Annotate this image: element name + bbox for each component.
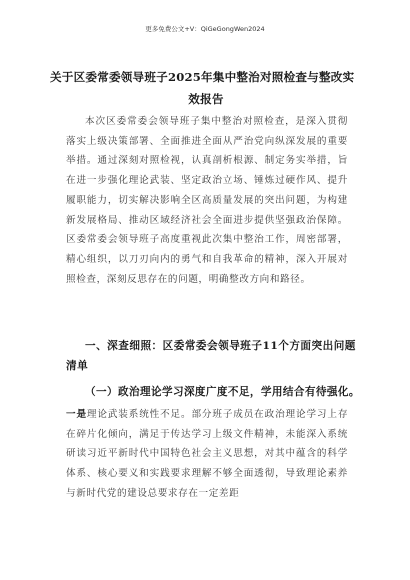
body-paragraph <box>66 405 348 504</box>
header-note: 更多免费公文+V：QiGeGongWen2024 <box>145 25 265 33</box>
title-line-2: 效报告 <box>188 92 224 106</box>
section-heading: 一、深查细照：区委常委会领导班子11个方面突出问题清单 <box>66 340 356 372</box>
subsection-heading: （一）政治理论学习深度广度不足，学用结合有待强化。 <box>85 386 360 398</box>
intro-paragraph: 本次区委常委会领导班子集中整治对照检查，是深入贯彻落实上级决策部署、全面推进全面从严治党向纵深发展的重要举措。通过深刻对照检视，认真剖析根源、制定务实举措，旨在进一步强化理论武装、坚定政治立场、锤炼过硬作风、提升履职能力，切实解决影响全区高质量发展的突出问题，为构建新发展格局、推动区域经济社会全面进步提供坚强政治保障。区委常委会领导班子高度重视此次集中整治工作，周密部署，精心组织，以刀刃向内的勇气和自我革命的精神，深入开展对照检查，深刻反思存在的问题，明确整改方向和路径。 <box>66 116 348 285</box>
document-title <box>50 66 362 110</box>
paragraph-lead: 一是 <box>66 409 87 420</box>
title-line-1: 关于区委常委领导班子2025年集中整治对照检查与整改实 <box>50 70 355 84</box>
paragraph-text: 理论武装系统性不足。部分班子成员在政治理论学习上存在碎片化倾向，满足于传达学习上级文件精神，未能深入系统研读习近平新时代中国特色社会主义思想，对其中蕴含的科学体系、核心要义和实践要求理解不够全面透彻，导致理论素养与新时代党的建设总要求存在一定差距 <box>66 409 349 499</box>
